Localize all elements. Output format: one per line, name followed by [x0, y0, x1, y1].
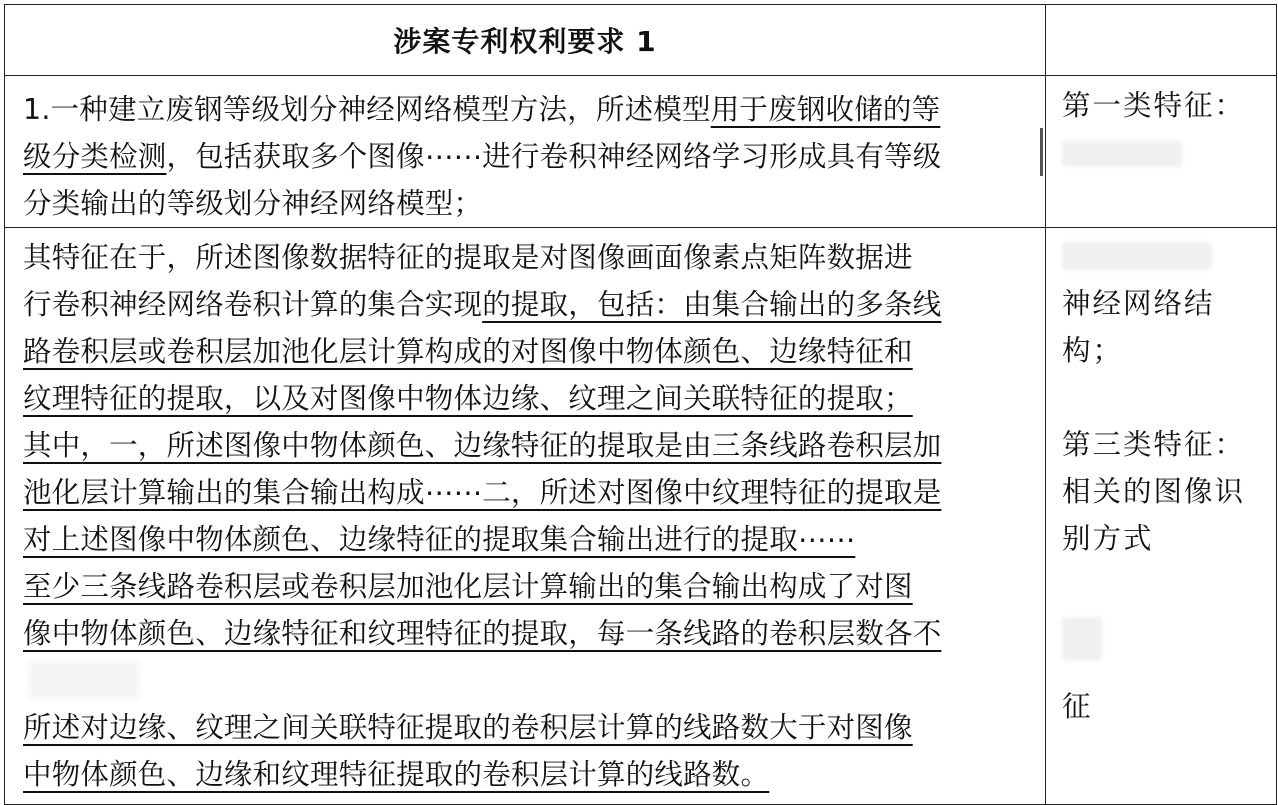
claim-preamble-text	[5, 76, 1045, 227]
feature-label-cell-1	[1046, 76, 1277, 228]
table-row	[5, 228, 1277, 805]
claims-comparison-table	[4, 4, 1277, 805]
text-line: 路卷积层或卷积层加池化层计算构成的对图像中物体颜色、边缘特征和	[23, 335, 913, 368]
text-line: 中物体颜色、边缘和纹理特征提取的卷积层计算的线路数。	[23, 758, 770, 791]
table-header-side	[1046, 5, 1277, 76]
redacted-text-patch	[29, 661, 139, 699]
text-line: 像中物体颜色、边缘特征和纹理特征的提取，每一条线路的卷积层数各不	[23, 617, 942, 650]
feature-line: 别方式	[1062, 522, 1154, 555]
text-line: 对上述图像中物体颜色、边缘特征的提取集合输出进行的提取⋯⋯	[23, 523, 856, 556]
text-line: 所述对边缘、纹理之间关联特征提取的卷积层计算的线路数大于对图像	[23, 711, 913, 744]
table-row	[5, 76, 1277, 228]
feature-category-1: 第一类特征：	[1062, 89, 1246, 122]
claim-characterizing-cell	[5, 228, 1046, 805]
spacer	[1062, 374, 1266, 421]
redacted-text-patch	[1062, 141, 1182, 167]
feature-label-cell-2	[1046, 228, 1277, 805]
text-line: 池化层计算输出的集合输出构成⋯⋯二，所述对图像中纹理特征的提取是	[23, 476, 942, 509]
feature-line: 神经网络结	[1062, 287, 1215, 320]
spacer	[1062, 562, 1266, 609]
scan-edge-mark	[1040, 128, 1043, 176]
text-line: 行卷积神经网络卷积计算的集合实现的提取，包括：由集合输出的多条线	[23, 288, 942, 321]
table-header-row	[5, 5, 1277, 76]
feature-label-text	[1046, 76, 1276, 167]
text-line: 分类输出的等级划分神经网络模型；	[23, 187, 483, 220]
text-line: 级分类检测，包括获取多个图像⋯⋯进行卷积神经网络学习形成具有等级	[23, 140, 942, 173]
feature-label-text	[1046, 228, 1276, 730]
feature-category-3: 第三类特征：	[1062, 428, 1246, 461]
text-line: 纹理特征的提取，以及对图像中物体边缘、纹理之间关联特征的提取；	[23, 382, 913, 415]
text-line: 其特征在于，所述图像数据特征的提取是对图像画面像素点矩阵数据进	[23, 241, 913, 274]
redacted-line	[23, 657, 1035, 704]
redacted-text-patch	[1062, 617, 1102, 661]
text-line: 至少三条线路卷积层或卷积层加池化层计算输出的集合输出构成了对图	[23, 570, 913, 603]
feature-line: 征	[1062, 690, 1093, 723]
redacted-text-patch	[1062, 242, 1212, 270]
table-header-title: 涉案专利权利要求 1	[5, 5, 1046, 76]
text-line: 其中，一，所述图像中物体颜色、边缘特征的提取是由三条线路卷积层加	[23, 429, 942, 462]
claim-characterizing-text	[5, 228, 1045, 798]
feature-line: 相关的图像识	[1062, 475, 1246, 508]
text-line: 1.一种建立废钢等级划分神经网络模型方法，所述模型用于废钢收储的等	[23, 93, 941, 126]
feature-line: 构；	[1062, 334, 1124, 367]
claim-preamble-cell	[5, 76, 1046, 228]
